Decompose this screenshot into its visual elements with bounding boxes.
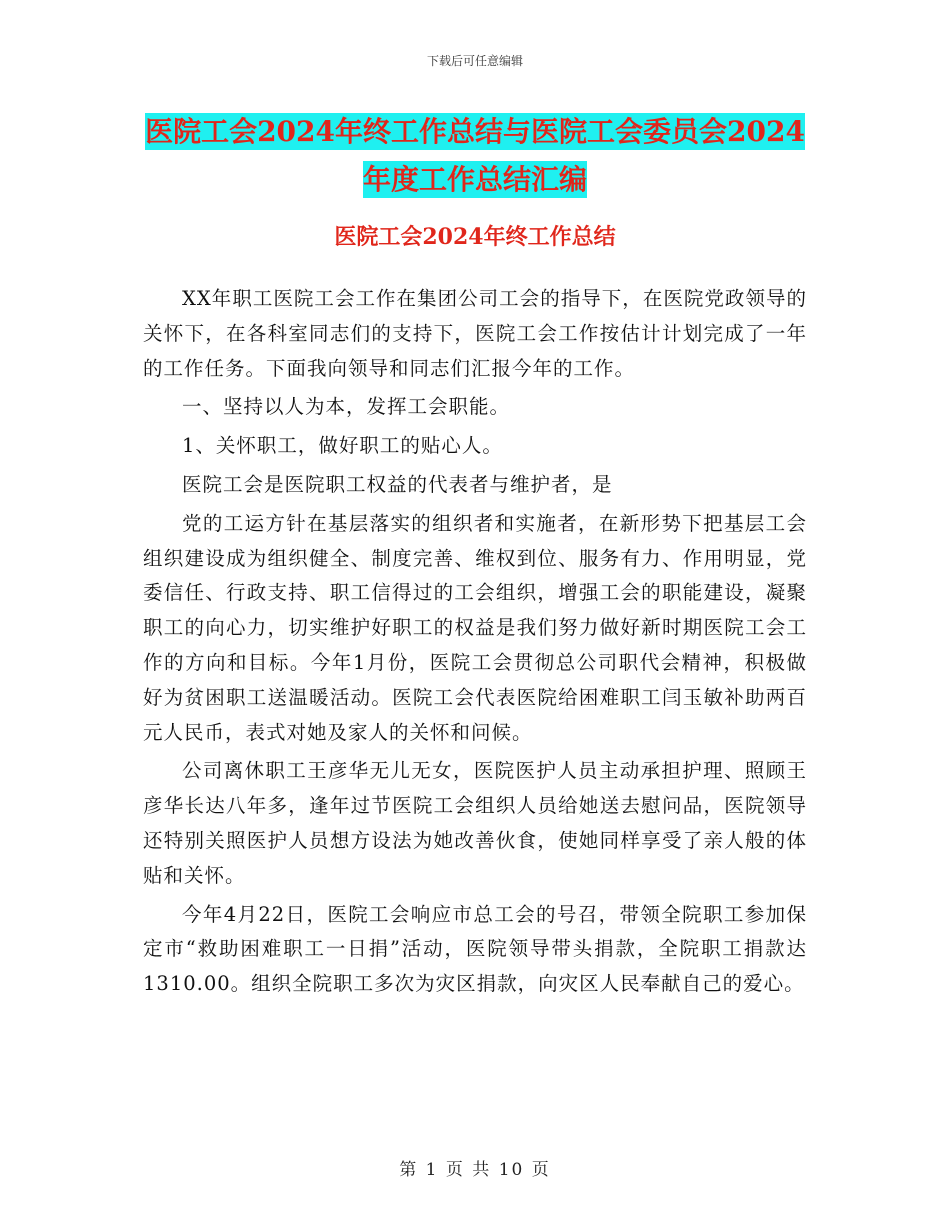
paragraph: 一、坚持以人为本，发挥工会职能。 — [182, 395, 511, 419]
paragraph: 公司离休职工王彦华无儿无女，医院医护人员主动承担护理、照顾王彦华长达八年多，逢年过节医院工会组织人员给她送去慰问品，医院领导还特别关照医护人员想方设法为她改善伙食，使她同样享受了亲人般的体贴和关怀。 — [143, 759, 807, 887]
header-note: 下载后可任意编辑 — [426, 54, 523, 68]
document-body — [143, 282, 807, 1002]
paragraph: 医院工会是医院职工权益的代表者与维护者，是 — [182, 472, 613, 496]
document-title-line-1: 医院工会2024年终工作总结与医院工会委员会2024 — [145, 115, 805, 148]
paragraph: XX年职工医院工会工作在集团公司工会的指导下，在医院党政领导的关怀下，在各科室同志们的支持下，医院工会工作按估计计划完成了一年的工作任务。下面我向领导和同志们汇报今年的工作。 — [143, 287, 807, 380]
document-title-line-2: 年度工作总结汇编 — [362, 163, 587, 196]
page-number-footer: 第 1 页 共 10 页 — [399, 1160, 551, 1180]
paragraph: 1、关怀职工，做好职工的贴心人。 — [182, 434, 503, 458]
paragraph: 党的工运方针在基层落实的组织者和实施者，在新形势下把基层工会组织建设成为组织健全、制度完善、维权到位、服务有力、作用明显，党委信任、行政支持、职工信得过的工会组织，增强工会的职能建设，凝聚职工的向心力，切实维护好职工的权益是我们努力做好新时期医院工会工作的方向和目标。今年1月份，医院工会贯彻总公司职代会精神，积极做好为贫困职工送温暖活动。医院工会代表医院给困难职工闫玉敏补助两百元人民币，表式对她及家人的关怀和问候。 — [143, 511, 807, 744]
document-title — [140, 108, 810, 204]
paragraph: 今年4月22日，医院工会响应市总工会的号召，带领全院职工参加保定市“救助困难职工一日捐”活动，医院领导带头捐款，全院职工捐款达1310.00。组织全院职工多次为灾区捐款，向灾区人民奉献自己的爱心。 — [143, 902, 807, 996]
section-title: 医院工会2024年终工作总结 — [334, 224, 616, 250]
